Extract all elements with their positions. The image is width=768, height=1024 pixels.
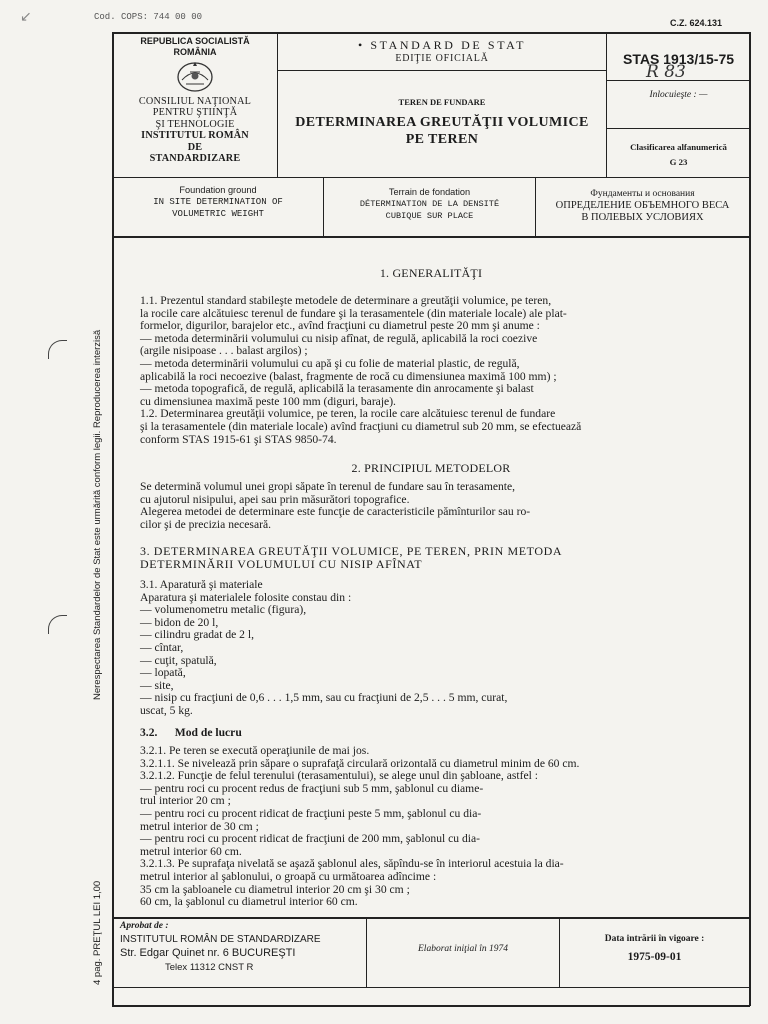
section-2-text: Se determină volumul unei gropi săpate în terenul de fundare sau în terasamente, cu ajutorul nisipului, apei sau prin măsurători topografice. Alegerea metodei de determinare este funcţie de caracteristicile pămînturilor sau ro- cilor şi de precizia necesară. (140, 480, 531, 531)
institut-name: INSTITUTUL ROMÂN DE STANDARDIZARE (120, 934, 321, 945)
stas-number: STAS 1913/15-75 (622, 51, 735, 67)
section-3-1-list: 3.1. Aparatură şi materiale Aparatura şi materialele folosite constau din : — volumenometru metalic (figura), — bidon de 20 l, — cilindru gradat de 2 l, — cîntar, — cuţit, spatulă, — lopată, — site, — nisip cu fracţiuni de 0,6 . . . 1,5 mm, sau cu fracţiuni de 2,5 . . . 5 mm, curat, uscat, 5 kg. (140, 578, 508, 717)
margin-mark (48, 340, 67, 359)
clasificarea: Clasificarea alfanumerică (630, 142, 727, 152)
standard-de-stat: • STANDARD DE STAT (357, 38, 527, 52)
document-title: DETERMINAREA GREUTĂŢII VOLUMICE PE TEREN (295, 115, 589, 147)
coat-of-arms-icon (174, 60, 216, 94)
clasificare-code: G 23 (669, 157, 688, 167)
handwritten-note: R 83 (646, 62, 686, 82)
teren-de-fundare: TEREN DE FUNDARE (398, 97, 486, 107)
institut-address: Str. Edgar Quinet nr. 6 BUCUREŞTI (120, 947, 296, 959)
telex: Telex 11312 CNST R (165, 962, 254, 973)
cz-code: C.Z. 624.131 (670, 18, 723, 28)
aprobat-label: Aprobat de : (120, 921, 169, 931)
corner-mark-icon: ↙ (20, 8, 32, 24)
cod-cops: Cod. COPS: 744 00 00 (94, 12, 203, 22)
inlocuieste: Inlocuieşte : — (649, 90, 708, 100)
elaborat: Elaborat iniţial în 1974 (418, 944, 508, 954)
section-3-heading: 3. DETERMINAREA GREUTĂŢII VOLUMICE, PE TEREN, PRIN METODA DETERMINĂRII VOLUMULUI CU NISIP AFÎNAT (140, 544, 563, 571)
side-price: 4 pag. PREŢUL LEI 1,00 (92, 880, 103, 985)
editie-oficiala: EDIŢIE OFICIALĂ (395, 53, 489, 64)
republica-label: REPUBLICA SOCIALISTĂ ROMÂNIA (140, 36, 250, 57)
data-intrarii-value: 1975-09-01 (627, 951, 682, 963)
side-legal-note: Nerespectarea Standardelor de Stat este urmărită conform legii. Reproducerea interzisă (92, 329, 103, 700)
section-1-heading: 1. GENERALITĂŢI (379, 266, 483, 280)
consiliu-block: CONSILIUL NAŢIONAL PENTRU ŞTIINŢĂ ŞI TEHNOLOGIE INSTITUTUL ROMÂN DE STANDARDIZARE (138, 96, 252, 165)
data-intrarii-label: Data intrării în vigoare : (604, 934, 705, 944)
russian-title: Фундаменты и основания ОПРЕДЕЛЕНИЕ ОБЪЕМНОГО ВЕСА В ПОЛЕВЫХ УСЛОВИЯХ (555, 189, 730, 223)
margin-mark (48, 615, 67, 634)
section-2-heading: 2. PRINCIPIUL METODELOR (351, 461, 511, 475)
section-1-text: 1.1. Prezentul standard stabileşte metodele de determinare a greutăţii volumice, pe teren, la rocile care alcătuiesc terenul de fundare şi la terasamentele (din materiale locale) ale plat- formelor, digurilor, barajelor etc., avînd fracţiuni cu diametrul peste 20 mm şi anume : — metoda determinării volumului cu nisip afînat, de regulă, aplicabilă la roci coezive (argile nisipoase . . . balast argilos) ; — metoda determinării volumului cu apă şi cu folie de material plastic, de regulă, aplicabilă la roci necoezive (balast, fragmente de rocă cu dimensiunea maximă 100 mm) ; — metoda topografică, de regulă, aplicabilă la terasamente din anrocamente şi balast cu dimensiunea maximă peste 100 mm (diguri, baraje). 1.2. Determinarea greutăţii volumice, pe teren, la rocile care alcătuiesc terenul de fundare şi la terasamentele (din materiale locale) avînd fracţiuni cu diametrul sub 20 mm, se efectuează conform STAS 1915-61 şi STAS 9850-74. (140, 294, 582, 446)
english-title: Foundation ground IN SITE DETERMINATION OF VOLUMETRIC WEIGHT (153, 185, 283, 219)
french-title: Terrain de fondation DÉTERMINATION DE LA DENSITÉ CUBIQUE SUR PLACE (359, 187, 500, 221)
section-3-2-text: 3.2.1. Pe teren se execută operaţiunile de mai jos. 3.2.1.1. Se nivelează prin săpare o suprafaţă circulară orizontală cu diametrul minim de 60 cm. 3.2.1.2. Funcţie de felul terenului (terasamentului), se alege unul din şabloane, astfel : — pentru roci cu procent redus de fracţiuni sub 5 mm, şablonul cu diame- trul interior 20 cm ; — pentru roci cu procent ridicat de fracţiuni peste 5 mm, şablonul cu dia- metrul interior de 30 cm ; — pentru roci cu procent ridicat de fracţiuni de 200 mm, şablonul cu dia- metrul interior 60 cm. 3.2.1.3. Pe suprafaţa nivelată se aşază şablonul ales, săpîndu-se în interiorul acestuia la dia- metrul interior al şablonului, o groapă cu următoarea adîncime : 35 cm la şabloanele cu diametrul interior 20 cm şi 30 cm ; 60 cm, la şablonul cu diametrul interior 60 cm. (140, 744, 580, 909)
section-3-2-heading: 3.2. Mod de lucru (140, 726, 242, 739)
